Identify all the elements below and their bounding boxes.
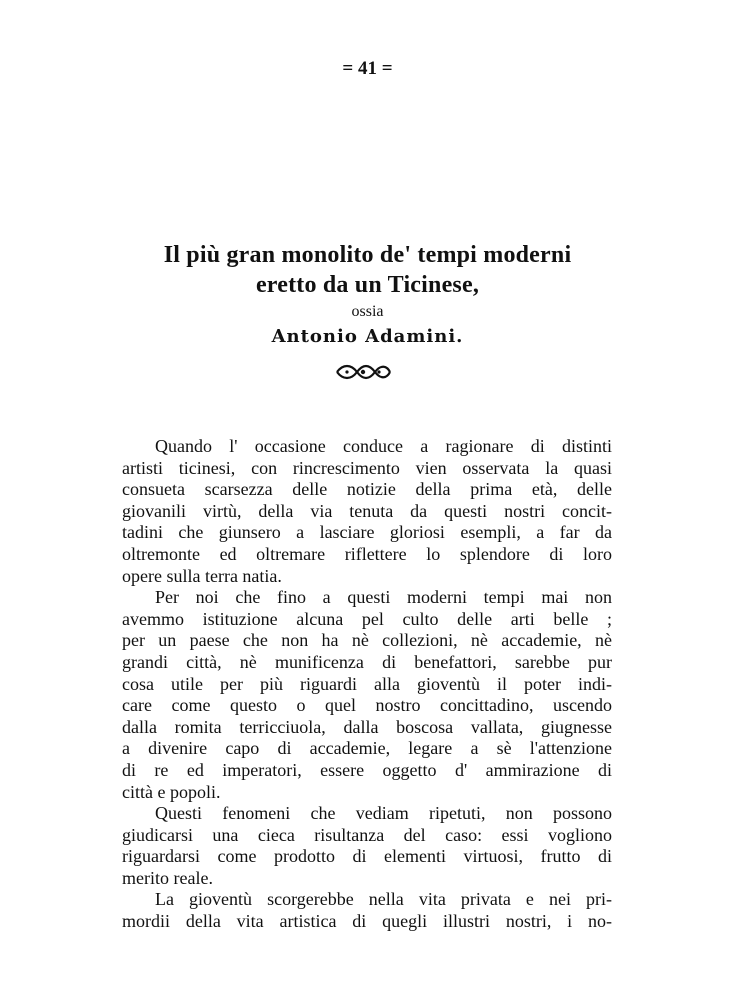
text-line: Quando l' occasione conduce a ragionare di distinti: [155, 436, 612, 456]
text-line: cosa utile per più riguardi alla gioventù il poter indi-: [122, 673, 612, 694]
text-line: oltremonte ed oltremare riflettere lo splendore di loro: [122, 543, 612, 564]
page-number: = 41 =: [342, 58, 393, 79]
text-line: care come questo o quel nostro concittadino, uscendo: [122, 695, 612, 716]
text-line: opere sulla terra natia.: [122, 565, 282, 586]
chapter-title: [0, 240, 735, 350]
text-line: riguardarsi come prodotto di elementi virtuosi, frutto di: [122, 846, 612, 867]
text-line: città e popoli.: [122, 781, 221, 802]
text-line: giovanili virtù, della via tenuta da questi nostri concit-: [122, 500, 612, 521]
title-line-1: Il più gran monolito de' tempi moderni: [163, 242, 572, 268]
text-line: artisti ticinesi, con rincrescimento vien osservata la quasi: [122, 457, 612, 478]
text-line: merito reale.: [122, 867, 213, 888]
text-line: per un paese che non ha nè collezioni, nè accademie, nè: [122, 630, 612, 651]
text-line: dalla romita terricciuola, dalla boscosa vallata, giugnesse: [122, 716, 612, 737]
text-line: La gioventù scorgerebbe nella vita privata e nei pri-: [155, 889, 612, 910]
text-line: Per noi che fino a questi moderni tempi mai non: [155, 587, 612, 608]
text-line: avemmo istituzione alcuna pel culto delle arti belle ;: [122, 608, 612, 629]
title-line-2: eretto da un Ticinese,: [255, 272, 480, 298]
text-line: grandi città, nè munificenza di benefattori, sarebbe pur: [122, 651, 612, 672]
text-line: a divenire capo di accademie, legare a sè l'attenzione: [122, 738, 612, 759]
ornament-divider-icon: [333, 362, 393, 382]
text-line: Questi fenomeni che vediam ripetuti, non possono: [155, 803, 612, 824]
text-line: mordii della vita artistica di quegli illustri nostri, i no-: [122, 911, 612, 932]
body-text: [122, 436, 612, 933]
text-line: giudicarsi una cieca risultanza del caso: essi vogliono: [122, 824, 612, 845]
text-line: consueta scarsezza delle notizie della prima età, delle: [122, 479, 612, 500]
text-line: di re ed imperatori, essere oggetto d' ammirazione di: [122, 759, 612, 780]
text-line: tadini che giunsero a lasciare gloriosi esempli, a far da: [122, 522, 612, 543]
title-line-3: ossia: [351, 303, 384, 320]
title-line-4: Antonio Adamini.: [271, 326, 464, 347]
